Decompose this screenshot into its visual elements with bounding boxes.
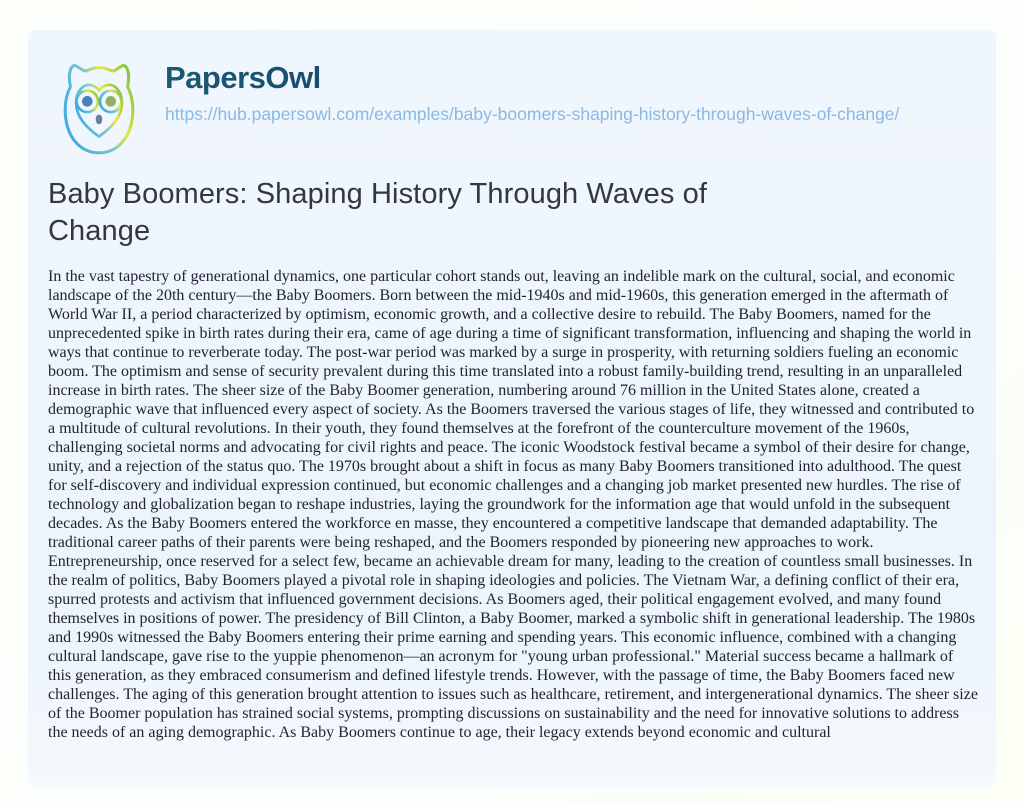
article-url-link[interactable]: https://hub.papersowl.com/examples/baby-boomers-shaping-history-through-waves-of-change/ xyxy=(165,104,900,124)
header-text-block xyxy=(165,56,900,126)
article-body: In the vast tapestry of generational dynamics, one particular cohort stands out, leaving an indelible mark on the cultural, social, and economic landscape of the 20th century—the Baby Boomers. Born between the mid-1940s and mid-1960s, this generation emerged in the aftermath of World War II, a period characterized by optimism, economic growth, and a collective desire to rebuild. The Baby Boomers, named for the unprecedented spike in birth rates during their era, came of age during a time of significant transformation, influencing and shaping the world in ways that continue to reverberate today. The post-war period was marked by a surge in prosperity, with returning soldiers fueling an economic boom. The optimism and sense of security prevalent during this time translated into a robust family-building trend, resulting in an unparalleled increase in birth rates. The sheer size of the Baby Boomer generation, numbering around 76 million in the United States alone, created a demographic wave that influenced every aspect of society. As the Boomers traversed the various stages of life, they witnessed and contributed to a multitude of cultural revolutions. In their youth, they found themselves at the forefront of the counterculture movement of the 1960s, challenging societal norms and advocating for civil rights and peace. The iconic Woodstock festival became a symbol of their desire for change, unity, and a rejection of the status quo. The 1970s brought about a shift in focus as many Baby Boomers transitioned into adulthood. The quest for self-discovery and individual expression continued, but economic challenges and a changing job market presented new hurdles. The rise of technology and globalization began to reshape industries, laying the groundwork for the information age that would unfold in the subsequent decades. As the Baby Boomers entered the workforce en masse, they encountered a competitive landscape that demanded adaptability. The traditional career paths of their parents were being reshaped, and the Boomers responded by pioneering new approaches to work. Entrepreneurship, once reserved for a select few, became an achievable dream for many, leading to the creation of countless small businesses. In the realm of politics, Baby Boomers played a pivotal role in shaping ideologies and policies. The Vietnam War, a defining conflict of their era, spurred protests and activism that influenced government decisions. As Boomers aged, their political engagement evolved, and many found themselves in positions of power. The presidency of Bill Clinton, a Baby Boomer, marked a symbolic shift in generational leadership. The 1980s and 1990s witnessed the Baby Boomers entering their prime earning and spending years. This economic influence, combined with a changing cultural landscape, gave rise to the yuppie phenomenon—an acronym for "young urban professional." Material success became a hallmark of this generation, as they embraced consumerism and defined lifestyle trends. However, with the passage of time, the Baby Boomers faced new challenges. The aging of this generation brought attention to issues such as healthcare, retirement, and intergenerational dynamics. The sheer size of the Boomer population has strained social systems, prompting discussions on sustainability and the need for innovative solutions to address the needs of an aging demographic. As Baby Boomers continue to age, their legacy extends beyond economic and cultural xyxy=(48,268,978,741)
article-card xyxy=(28,30,996,787)
papersowl-owl-logo-icon xyxy=(48,56,150,162)
site-name: PapersOwl xyxy=(165,58,900,98)
site-header xyxy=(28,30,996,162)
article-title: Baby Boomers: Shaping History Through Waves of Change xyxy=(48,178,708,247)
